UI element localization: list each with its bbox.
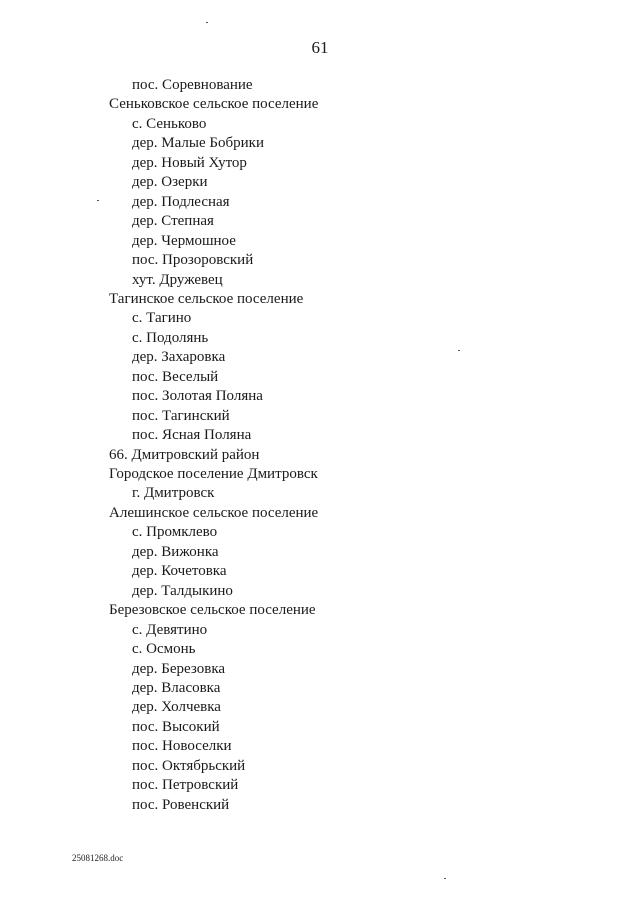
settlement-group-heading: Сеньковское сельское поселение (109, 96, 319, 112)
settlement-item: с. Тагино (132, 310, 192, 326)
settlement-item: пос. Тагинский (132, 408, 230, 424)
settlement-item: дер. Холчевка (132, 699, 221, 715)
settlement-item: с. Сеньково (132, 116, 207, 132)
settlement-item: дер. Малые Бобрики (132, 135, 264, 151)
scan-speck (444, 878, 446, 879)
scan-speck (97, 200, 99, 201)
settlement-item: дер. Подлесная (132, 194, 230, 210)
settlement-item: дер. Березовка (132, 661, 226, 677)
settlement-item: г. Дмитровск (132, 485, 215, 501)
document-filename: 25081268.doc (72, 853, 124, 863)
settlement-item: дер. Талдыкино (132, 583, 233, 599)
settlement-item: пос. Ясная Поляна (132, 427, 252, 443)
settlement-item: пос. Новоселки (132, 738, 232, 754)
settlement-item: пос. Высокий (132, 719, 220, 735)
settlement-item: пос. Соревнование (132, 77, 253, 93)
settlement-item: дер. Степная (132, 213, 214, 229)
settlement-item: с. Осмонь (132, 641, 196, 657)
settlement-item: хут. Дружевец (132, 272, 223, 288)
page-number: 61 (311, 38, 329, 57)
settlement-item: пос. Петровский (132, 777, 239, 793)
settlement-item: пос. Прозоровский (132, 252, 254, 268)
settlement-item: дер. Новый Хутор (132, 155, 247, 171)
settlement-item: пос. Октябрьский (132, 758, 246, 774)
settlement-item: пос. Золотая Поляна (132, 388, 263, 404)
scan-speck (206, 22, 208, 23)
settlement-group-heading: Тагинское сельское поселение (109, 291, 304, 307)
settlement-item: дер. Вижонка (132, 544, 219, 560)
settlement-item: пос. Веселый (132, 369, 219, 385)
scan-speck (458, 350, 460, 351)
settlement-item: дер. Власовка (132, 680, 221, 696)
settlement-item: пос. Ровенский (132, 797, 230, 813)
settlement-item: дер. Чермошное (132, 233, 236, 249)
settlement-group-heading: Алешинское сельское поселение (109, 505, 319, 521)
settlement-item: с. Девятино (132, 622, 208, 638)
settlement-item: с. Промклево (132, 524, 218, 540)
settlement-item: с. Подолянь (132, 330, 209, 346)
settlement-group-heading: 66. Дмитровский район (109, 447, 260, 463)
settlement-item: дер. Кочетовка (132, 563, 227, 579)
settlement-item: дер. Захаровка (132, 349, 226, 365)
settlement-group-heading: Городское поселение Дмитровск (109, 466, 318, 482)
settlement-group-heading: Березовское сельское поселение (109, 602, 316, 618)
settlement-item: дер. Озерки (132, 174, 208, 190)
